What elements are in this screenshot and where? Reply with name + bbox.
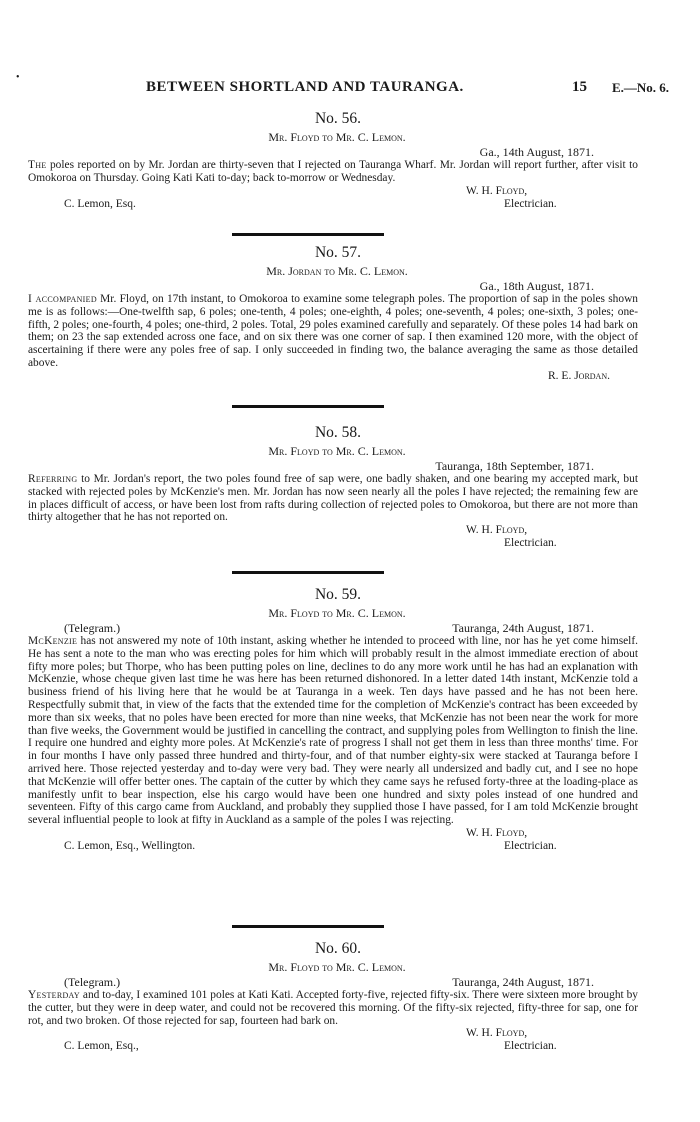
letter-57 bbox=[28, 244, 638, 384]
addressee: C. Lemon, Esq. bbox=[64, 197, 136, 210]
section-divider bbox=[232, 405, 384, 408]
signer-role: Electrician. bbox=[504, 197, 557, 210]
letter-body bbox=[28, 473, 638, 524]
letter-text: poles reported on by Mr. Jordan are thirty-seven that I rejected on Tauranga Wharf. Mr. Jordan will report further, after visit to Omokoroa on Thursday. Going Kati Kati to-day; back to-morrow or Wednesday. bbox=[28, 159, 638, 184]
letter-number: No. 60. bbox=[314, 940, 362, 957]
addressee: C. Lemon, Esq., Wellington. bbox=[64, 839, 196, 852]
margin-mark: • bbox=[16, 72, 20, 83]
page-header bbox=[0, 79, 700, 99]
letter-56 bbox=[28, 110, 638, 213]
section-divider bbox=[232, 233, 384, 236]
letter-lead-word: I accompanied bbox=[28, 293, 97, 305]
document-reference: E.—No. 6. bbox=[612, 80, 670, 95]
signature-block bbox=[28, 370, 638, 384]
page-number: 15 bbox=[572, 79, 587, 95]
letter-body bbox=[28, 635, 638, 827]
signature-block bbox=[28, 1027, 638, 1055]
letter-place-date: Tauranga, 24th August, 1871. bbox=[452, 975, 594, 989]
letter-place-date: Ga., 18th August, 1871. bbox=[479, 279, 594, 293]
letter-number: No. 57. bbox=[314, 244, 362, 261]
page-title: BETWEEN SHORTLAND AND TAURANGA. bbox=[146, 79, 464, 95]
signer-role: Electrician. bbox=[504, 839, 557, 852]
letter-lead-word: Yesterday bbox=[28, 989, 80, 1001]
letter-text: has not answered my note of 10th instant, asking whether he intended to proceed with line, nor has he yet come himself. He has sent a note to the man who was erecting poles for him which will probably result in the almost immediate erection of about fifty more poles; but Thorpe, who has been putting poles on line, declines to do any more work until he has had an explanation with McKenzie, whose cheque given last time he was here has been returned dishonored. In a letter dated 14th instant, McKenzie told a business friend of his living here that he would be at Tauranga in a week. Ten days have passed and he has not been here. Respectfully submit that, in view of the facts that the extended time for the completion of McKenzie's contract has been exceeded by more than six weeks, that no poles have been erected for more than nine weeks, that McKenzie has not been near the work for more than five weeks, the Government would be justified in cancelling the contract, and supplying poles from Wellington to finish the line. I require one hundred and eighty more poles. At McKenzie's rate of progress I shall not get them in less than three months' time. For in four months I have only passed three hundred and thirty-four, and of that number eighty-six were stacked at Tauranga before I arrived here. Those rejected yesterday and to-day were very bad. They were nearly all undersized and badly cut, and I see no hope that McKenzie will offer better ones. The captain of the cutter by which they came says he refused forty-three at the loading-place as manifestly unfit to bear inspection, else his cargo would have been one hundred and sixty poles instead of one hundred and seventeen. Fifty of this cargo came from Auckland, and probably they supplied those I have passed, for I am told McKenzie brought several influential people to look at fifty in Auckland as a sample of the poles I was rejecting. bbox=[28, 635, 638, 827]
letter-text: Mr. Floyd, on 17th instant, to Omokoroa to examine some telegraph poles. The proportion of sap in the poles shown me is as follows:—One-twelfth sap, 6 poles; one-tenth, 4 poles; one-eighth, 4 poles; one-seventh, 4 poles; one-sixth, 3 poles; one-fifth, 2 poles; one-fourth, 4 poles; one-third, 2 poles. Total, 29 poles examined carefully and separately. Of these poles 14 had bark on them; on 23 the sap extended across one face, and on six there was one corner of sap. I then examined 120 more, with the object of ascertaining if there were any poles free of sap. I only succeeded in finding two, the balance averaging the same as those detailed above. bbox=[28, 293, 638, 369]
signature: W. H. Floyd, bbox=[466, 184, 528, 197]
addressee: C. Lemon, Esq., bbox=[64, 1040, 139, 1053]
letter-58 bbox=[28, 424, 638, 552]
letter-number: No. 56. bbox=[314, 110, 362, 127]
section-divider bbox=[232, 925, 384, 928]
section-divider bbox=[232, 571, 384, 574]
signature: W. H. Floyd, bbox=[466, 1027, 528, 1040]
letter-number: No. 59. bbox=[314, 586, 362, 603]
letter-from-to: Mr. Floyd to Mr. C. Lemon. bbox=[268, 130, 406, 144]
signature-block bbox=[28, 524, 638, 552]
letter-lead-word: McKenzie bbox=[28, 635, 78, 647]
letter-place-date: Tauranga, 24th August, 1871. bbox=[452, 621, 594, 635]
letter-lead-word: The bbox=[28, 159, 47, 171]
signature-block bbox=[28, 827, 638, 855]
letter-body bbox=[28, 159, 638, 185]
letter-place-date: Tauranga, 18th September, 1871. bbox=[435, 459, 594, 473]
signature: W. H. Floyd, bbox=[466, 524, 528, 537]
signature: R. E. Jordan. bbox=[548, 369, 610, 382]
signer-role: Electrician. bbox=[504, 1040, 557, 1053]
letter-dateline bbox=[28, 622, 638, 635]
letter-59 bbox=[28, 586, 638, 855]
letter-lead-word: Referring bbox=[28, 473, 78, 485]
signature-block bbox=[28, 185, 638, 213]
letter-place-date: Ga., 14th August, 1871. bbox=[479, 145, 594, 159]
letter-text: to Mr. Jordan's report, the two poles found free of sap were, one badly shaken, and one bearing my accepted mark, but stacked with rejected poles by McKenzie's men. Mr. Jordan has now seen nearly all the poles I have rejected; the remaining few are in places difficult of access, or have been lost from rafts during collection of rejected poles to Omokoroa, but there are not more than thirty altogether that he has not reported on. bbox=[28, 473, 638, 524]
letter-dateline bbox=[28, 976, 638, 989]
letter-text: and to-day, I examined 101 poles at Kati Kati. Accepted forty-five, rejected fifty-six. There were sixteen more brought by the cutter, but they were in deep water, and could not be recovered this morning. Of the fifty-six rejected, fifty-three for sap, one for rot, and two broken. Of those rejected for sap, fourteen had bark on. bbox=[28, 989, 638, 1027]
signature: W. H. Floyd, bbox=[466, 826, 528, 839]
letter-from-to: Mr. Floyd to Mr. C. Lemon. bbox=[268, 444, 406, 458]
letter-from-to: Mr. Floyd to Mr. C. Lemon. bbox=[268, 960, 406, 974]
letter-60 bbox=[28, 940, 638, 1055]
telegram-label: (Telegram.) bbox=[64, 621, 121, 635]
letter-body bbox=[28, 989, 638, 1027]
letter-from-to: Mr. Floyd to Mr. C. Lemon. bbox=[268, 606, 406, 620]
signer-role: Electrician. bbox=[504, 537, 557, 550]
letter-body bbox=[28, 293, 638, 370]
letter-from-to: Mr. Jordan to Mr. C. Lemon. bbox=[266, 264, 408, 278]
telegram-label: (Telegram.) bbox=[64, 975, 121, 989]
letter-number: No. 58. bbox=[314, 424, 362, 441]
